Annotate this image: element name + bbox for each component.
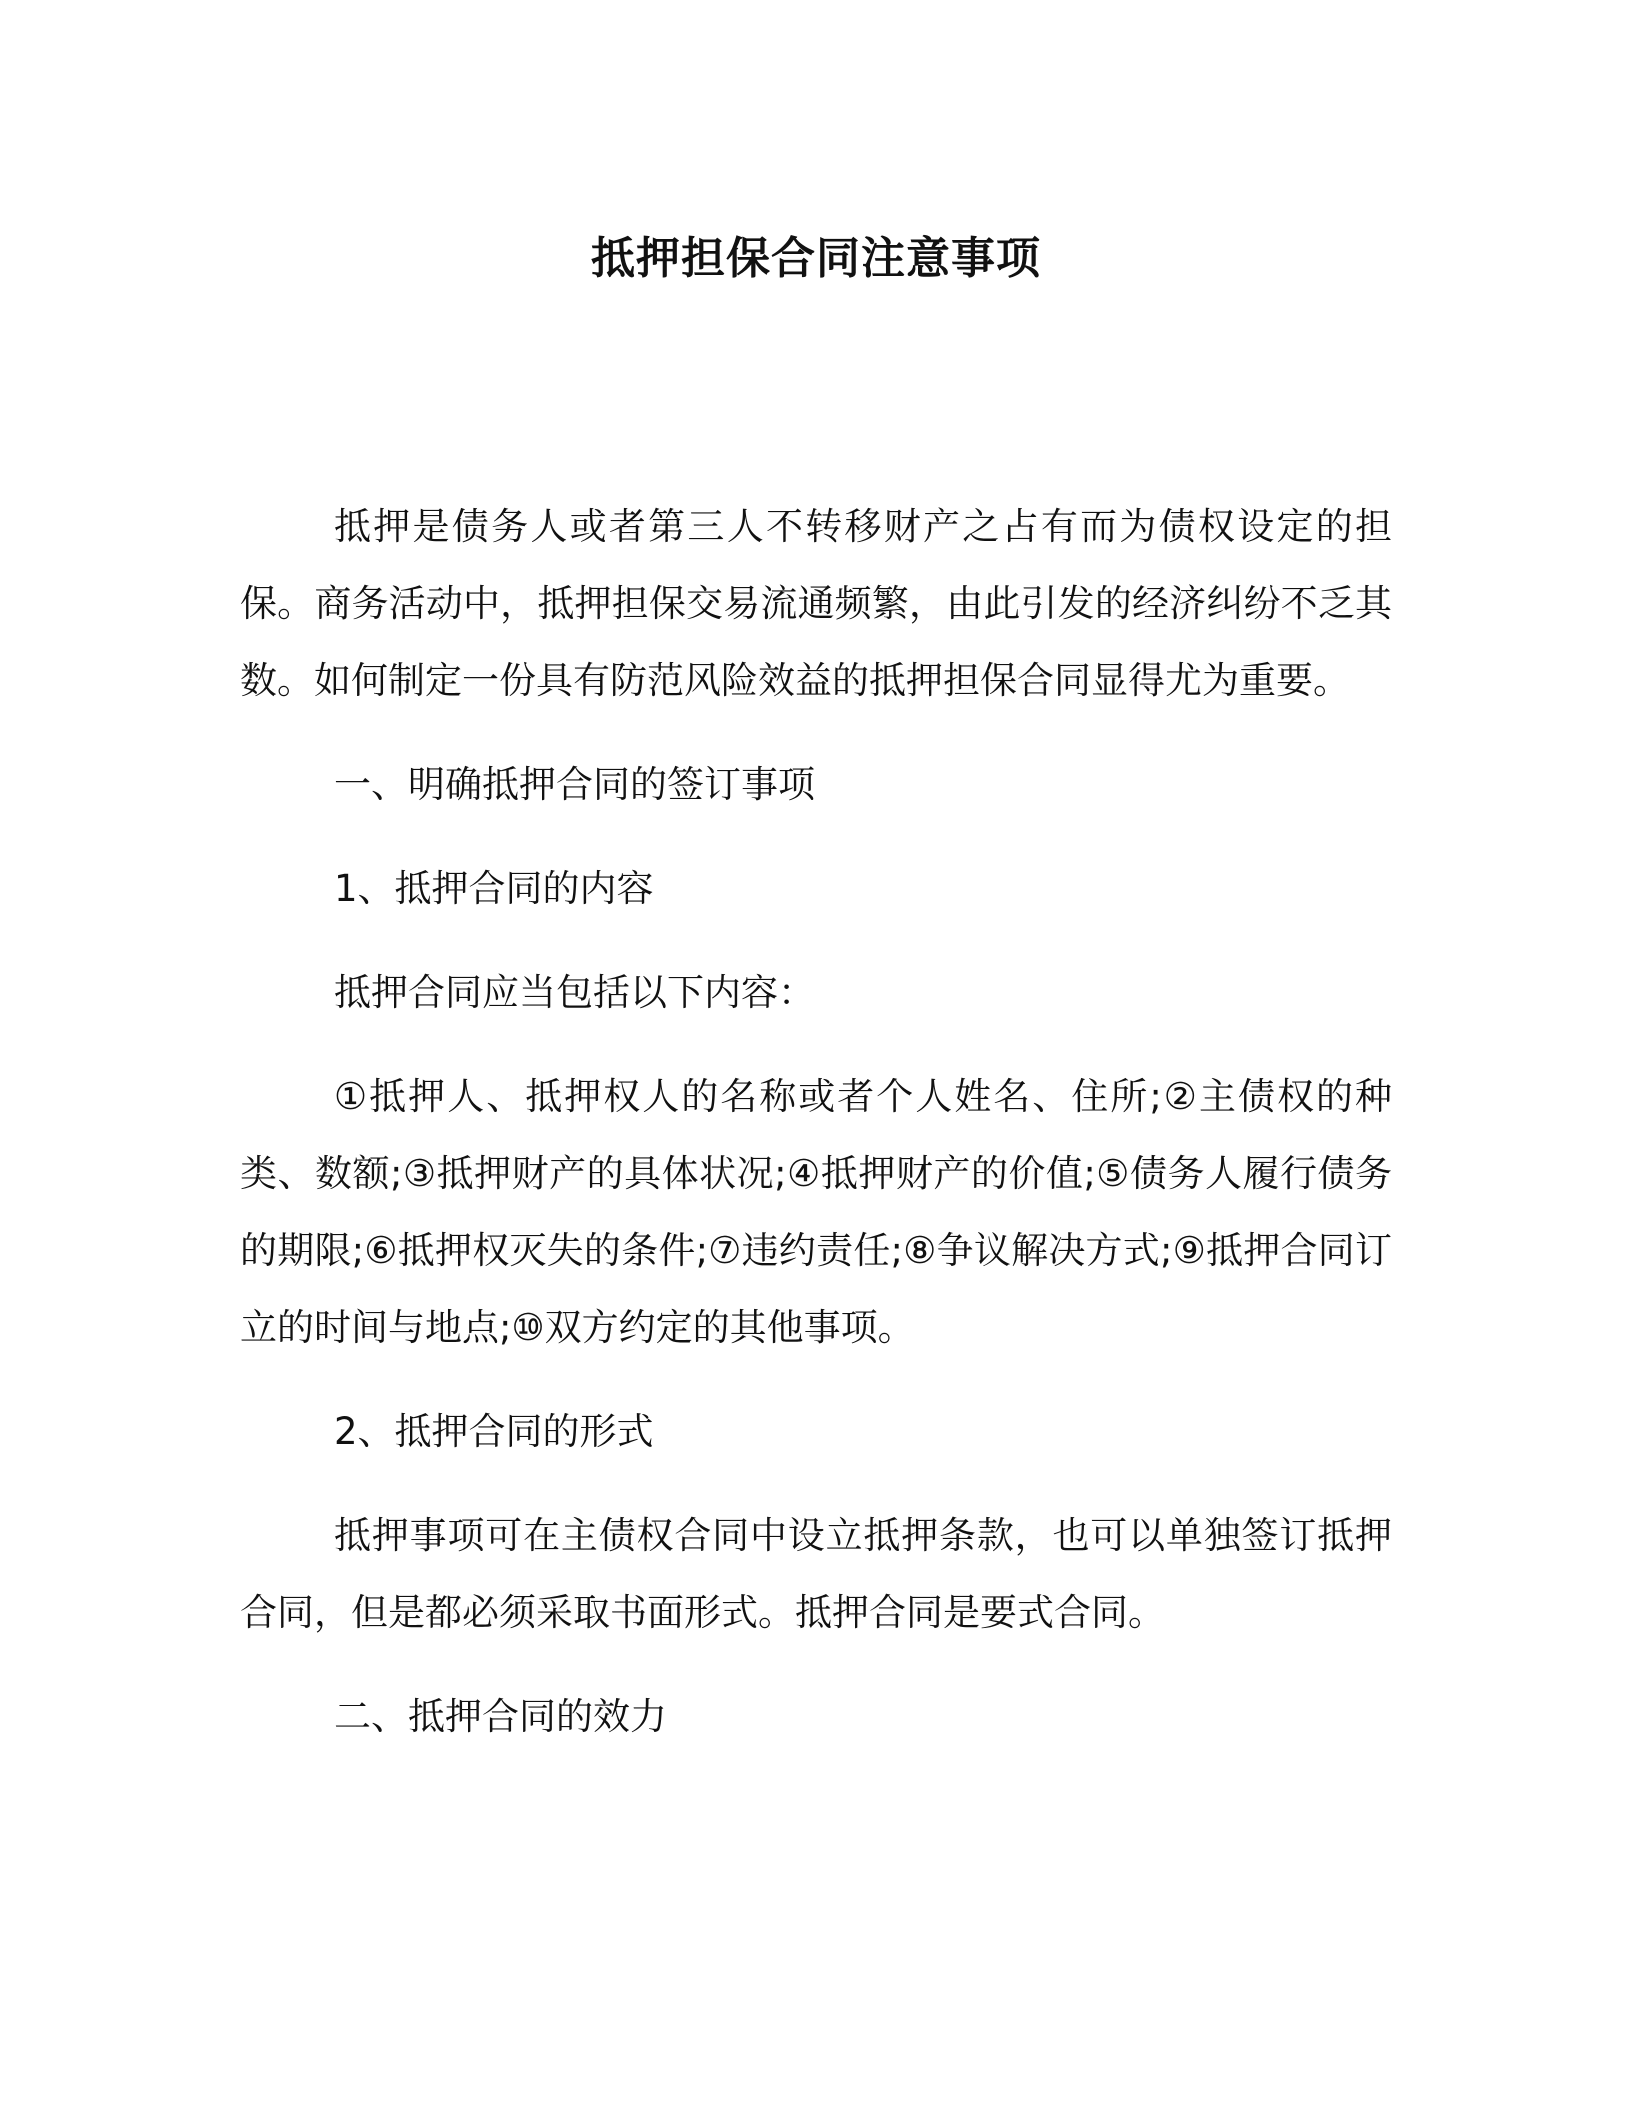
content-intro-line: 抵押合同应当包括以下内容： xyxy=(334,971,815,1014)
section-heading-2: 二、抵押合同的效力 xyxy=(334,1695,667,1738)
form-paragraph: 抵押事项可在主债权合同中设立抵押条款，也可以单独签订抵押合同，但是都必须采取书面形式。抵押合同是要式合同。 xyxy=(240,1514,1392,1634)
document-title: 抵押担保合同注意事项 xyxy=(591,233,1041,284)
content-list-paragraph: ①抵押人、抵押权人的名称或者个人姓名、住所;②主债权的种类、数额;③抵押财产的具体状况;④抵押财产的价值;⑤债务人履行债务的期限;⑥抵押权灭失的条件;⑦违约责任;⑧争议解决方式;⑨抵押合同订立的时间与地点;⑩双方约定的其他事项。 xyxy=(240,1075,1392,1349)
section-heading-1: 一、明确抵押合同的签订事项 xyxy=(334,763,815,806)
subsection-heading-1: 1、抵押合同的内容 xyxy=(334,867,654,910)
subsection-heading-2: 2、抵押合同的形式 xyxy=(334,1410,654,1453)
document-body xyxy=(240,488,1392,1782)
intro-paragraph: 抵押是债务人或者第三人不转移财产之占有而为债权设定的担保。商务活动中，抵押担保交易流通频繁，由此引发的经济纠纷不乏其数。如何制定一份具有防范风险效益的抵押担保合同显得尤为重要。 xyxy=(240,505,1392,702)
